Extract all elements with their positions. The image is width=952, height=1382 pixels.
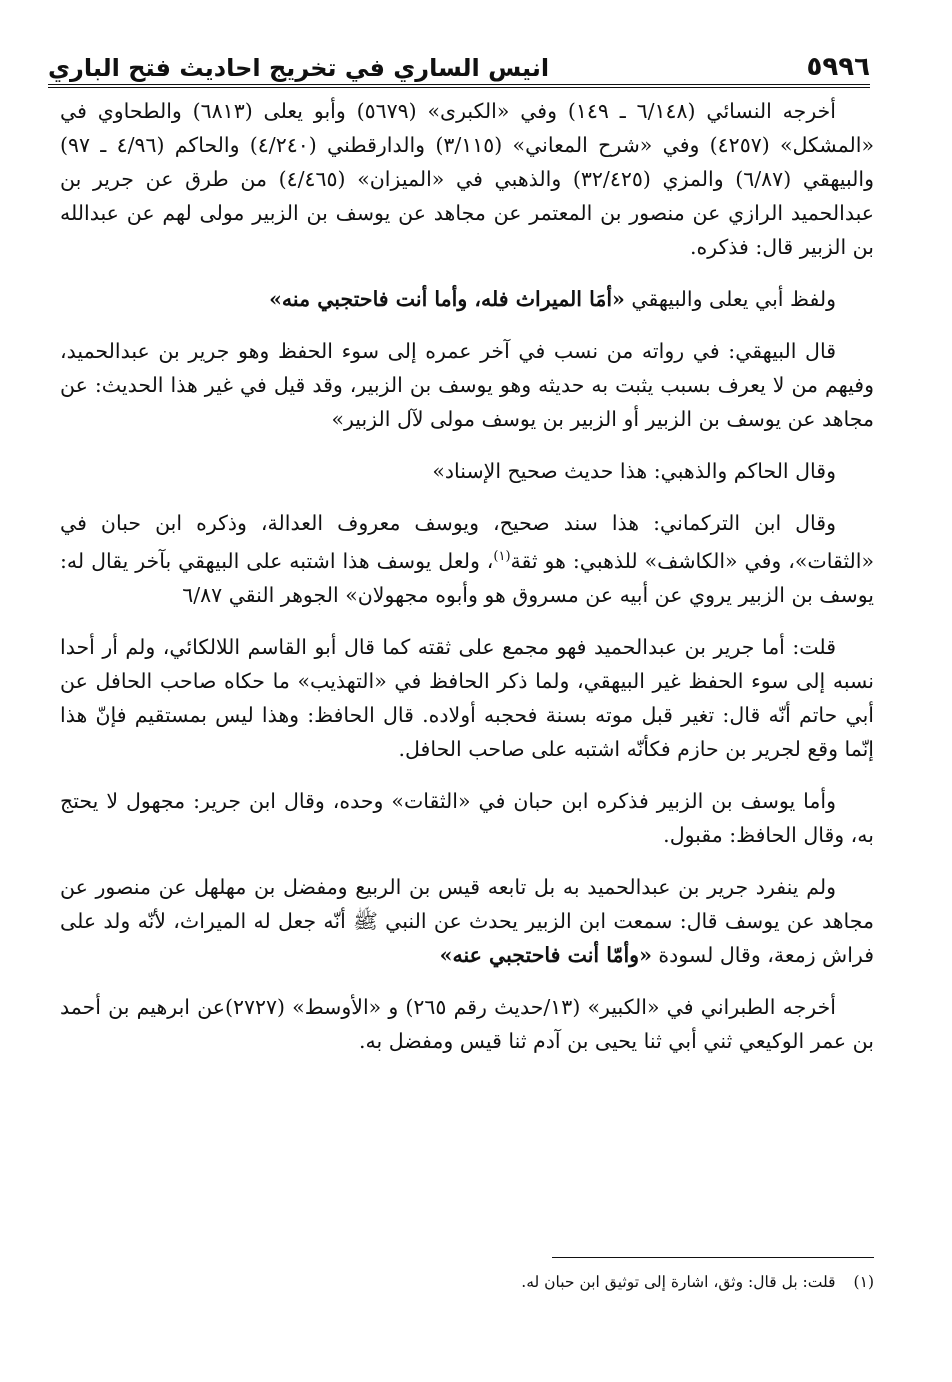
hadith-quote: «وأمّا أنت فاحتجبي عنه» bbox=[439, 942, 652, 967]
paragraph-takhrij: أخرجه النسائي (٦/١٤٨ ـ ١٤٩) وفي «الكبرى» (٥٦٧٩) وأبو يعلى (٦٨١٣) والطحاوي في «المشكل» (٤٢٥٧) وفي «شرح المعاني» (٣/١١٥) والدارقطني (٤/٢٤٠) والحاكم (٤/٩٦ ـ ٩٧) والبيهقي (٦/٨٧) والمزي (٣٢/٤٢٥) والذهبي في «الميزان» (٤/٤٦٥) من طرق عن جرير بن عبدالحميد الرازي عن منصور بن المعتمر عن مجاهد عن يوسف بن الزبير مولى لهم عن عبدالله بن الزبير قال: فذكره. bbox=[60, 99, 874, 259]
page-number: ٥٩٩٦ bbox=[806, 52, 870, 82]
hadith-quote: «أمَا الميراث فله، وأما أنت فاحتجبي منه» bbox=[269, 287, 625, 311]
paragraph-qultu: قلت: أما جرير بن عبدالحميد فهو مجمع على ثقته كما قال أبو القاسم اللالكائي، ولم أر أحدا نسبه إلى سوء الحفظ غير البيهقي، ولما ذكر الحافظ في «التهذيب» ما حكاه صاحب الحافل عن أبي حاتم أنّه قال: تغير قبل موته بسنة فحجبه أولاده. قال الحافظ: وهذا ليس بمستقيم فإنّ هذا إنّما وقع لجرير بن حازم فكأنّه اشتبه على صاحب الحافل. bbox=[60, 634, 874, 761]
paragraph-turkmani bbox=[60, 506, 874, 612]
running-title: انيس الساري في تخريج احاديث فتح الباري bbox=[48, 54, 550, 82]
paragraph-yusuf: وأما يوسف بن الزبير فذكره ابن حبان في «الثقات» وحده، وقال ابن جرير: مجهول لا يحتج به، وقال الحافظ: مقبول. bbox=[60, 788, 874, 847]
paragraph-mutaba-lead: ولم ينفرد جرير بن عبدالحميد به بل تابعه قيس بن الربيع ومفضل بن مهلهل عن منصور عن مجاهد عن يوسف قال: سمعت ابن الزبير يحدث عن النبي ﷺ أنّه جعل له الميراث، لأنّه ولد على فراش زمعة، وقال لسودة bbox=[60, 874, 874, 967]
paragraph-hakim: وقال الحاكم والذهبي: هذا حديث صحيح الإسناد» bbox=[432, 459, 836, 483]
page-header bbox=[48, 32, 870, 82]
footnote-marker: (١) bbox=[853, 1273, 874, 1291]
body-text bbox=[60, 94, 874, 1076]
paragraph-turkmani-pre: وقال ابن التركماني: هذا سند صحيح، ويوسف معروف العدالة، وذكره ابن حبان في «الثقات»، وفي «الكاشف» للذهبي: هو ثقة bbox=[60, 511, 874, 573]
footnote bbox=[60, 1268, 874, 1296]
paragraph-lafz-lead: ولفظ أبي يعلى والبيهقي bbox=[624, 287, 836, 311]
footnote-reference[interactable]: (١) bbox=[493, 549, 511, 564]
paragraph-lafz bbox=[60, 282, 874, 316]
paragraph-bayhaqi: قال البيهقي: في رواته من نسب في آخر عمره إلى سوء الحفظ وهو جرير بن عبدالحميد، وفيهم من لا يعرف بسبب يثبت به حديثه وهو يوسف بن الزبير، وقد قيل في غير هذا الحديث: عن مجاهد عن يوسف بن الزبير أو الزبير بن يوسف مولى لآل الزبير» bbox=[60, 339, 874, 431]
footnote-text: قلت: بل قال: وثق، اشارة إلى توثيق ابن حبان له. bbox=[521, 1273, 836, 1291]
paragraph-mutaba bbox=[60, 870, 874, 972]
paragraph-turkmani-post: ، ولعل يوسف هذا اشتبه على البيهقي بآخر يقال له: يوسف بن الزبير يروي عن أبيه عن مسروق هو وأبوه مجهولان» الجوهر النقي ٦/٨٧ bbox=[60, 548, 874, 607]
header-divider bbox=[48, 84, 870, 91]
paragraph-tabarani: أخرجه الطبراني في «الكبير» (١٣/حديث رقم ٢٦٥) و «الأوسط» (٢٧٢٧)عن ابرهيم بن أحمد بن عمر الوكيعي ثني أبي ثنا يحيى بن آدم ثنا قيس ومفضل به. bbox=[60, 994, 874, 1053]
footnote-divider bbox=[552, 1257, 874, 1258]
